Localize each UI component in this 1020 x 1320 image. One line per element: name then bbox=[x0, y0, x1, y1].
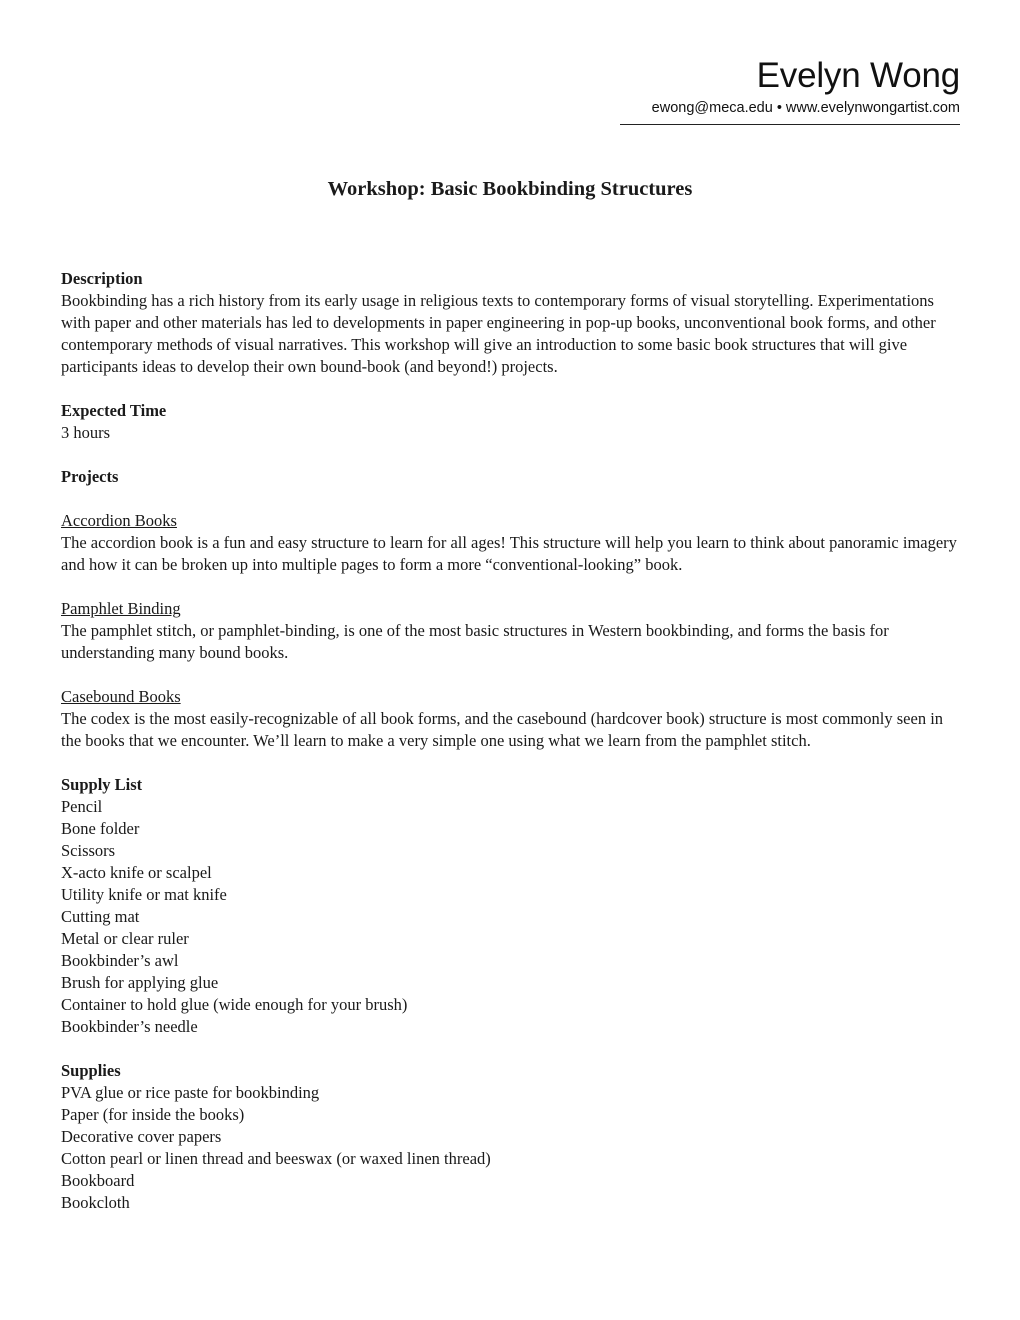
project-description: The codex is the most easily-recognizable of all book forms, and the casebound (hardcover book) structure is most commonly seen in the books that we encounter. We’ll learn to make a very simple one using what we learn from the pamphlet stitch. bbox=[61, 709, 944, 750]
projects-heading: Projects bbox=[61, 467, 119, 486]
projects-section bbox=[61, 466, 966, 752]
expected-time-section bbox=[61, 400, 966, 444]
project-title: Pamphlet Binding bbox=[61, 599, 181, 618]
list-item: Bookbinder’s needle bbox=[61, 1017, 198, 1036]
spacer bbox=[61, 378, 966, 400]
supplies-heading: Supplies bbox=[61, 1061, 121, 1080]
list-item: Paper (for inside the books) bbox=[61, 1105, 245, 1124]
supplies-section bbox=[61, 1060, 966, 1214]
spacer bbox=[61, 1038, 966, 1060]
list-item: Decorative cover papers bbox=[61, 1127, 222, 1146]
letterhead bbox=[620, 56, 960, 125]
list-item: Scissors bbox=[61, 841, 116, 860]
author-contact: ewong@meca.edu • www.evelynwongartist.com bbox=[651, 100, 960, 116]
project-item bbox=[61, 686, 966, 752]
document-title: Workshop: Basic Bookbinding Structures bbox=[327, 178, 693, 200]
list-item: Utility knife or mat knife bbox=[61, 885, 227, 904]
project-item bbox=[61, 598, 966, 664]
description-text: Bookbinding has a rich history from its early usage in religious texts to contemporary forms of visual storytelling. Experimentations with paper and other materials has led to developments in paper engineering in pop-up books, unconventional book forms, and other contemporary methods of visual narratives. This workshop will give an introduction to some basic book structures that will give participants ideas to develop their own bound-book (and beyond!) projects. bbox=[61, 291, 936, 376]
list-item: Bookbinder’s awl bbox=[61, 951, 179, 970]
supply-list bbox=[61, 796, 966, 1038]
project-description: The accordion book is a fun and easy structure to learn for all ages! This structure will help you learn to think about panoramic imagery and how it can be broken up into multiple pages to form a more “conventional-looking” book. bbox=[61, 533, 957, 574]
expected-time-heading: Expected Time bbox=[61, 401, 167, 420]
list-item: Bookcloth bbox=[61, 1193, 130, 1212]
list-item: Cutting mat bbox=[61, 907, 140, 926]
list-item: Bookboard bbox=[61, 1171, 135, 1190]
description-section bbox=[61, 268, 966, 378]
project-title: Accordion Books bbox=[61, 511, 177, 530]
list-item: Pencil bbox=[61, 797, 103, 816]
spacer bbox=[61, 444, 966, 466]
expected-time-value: 3 hours bbox=[61, 423, 111, 442]
list-item: Metal or clear ruler bbox=[61, 929, 189, 948]
spacer bbox=[61, 576, 966, 598]
project-description: The pamphlet stitch, or pamphlet-binding, is one of the most basic structures in Western bookbinding, and forms the basis for understanding many bound books. bbox=[61, 621, 889, 662]
spacer bbox=[61, 752, 966, 774]
spacer bbox=[61, 664, 966, 686]
supplies-list bbox=[61, 1082, 966, 1214]
supply-list-heading: Supply List bbox=[61, 775, 143, 794]
list-item: PVA glue or rice paste for bookbinding bbox=[61, 1083, 320, 1102]
author-name: Evelyn Wong bbox=[756, 56, 960, 95]
list-item: X-acto knife or scalpel bbox=[61, 863, 212, 882]
list-item: Container to hold glue (wide enough for your brush) bbox=[61, 995, 408, 1014]
description-heading: Description bbox=[61, 269, 143, 288]
letterhead-rule bbox=[620, 124, 960, 125]
list-item: Brush for applying glue bbox=[61, 973, 219, 992]
supply-list-section bbox=[61, 774, 966, 1038]
list-item: Bone folder bbox=[61, 819, 140, 838]
document-body bbox=[61, 268, 966, 1214]
project-item bbox=[61, 510, 966, 576]
spacer bbox=[61, 488, 966, 510]
list-item: Cotton pearl or linen thread and beeswax (or waxed linen thread) bbox=[61, 1149, 491, 1168]
project-title: Casebound Books bbox=[61, 687, 181, 706]
